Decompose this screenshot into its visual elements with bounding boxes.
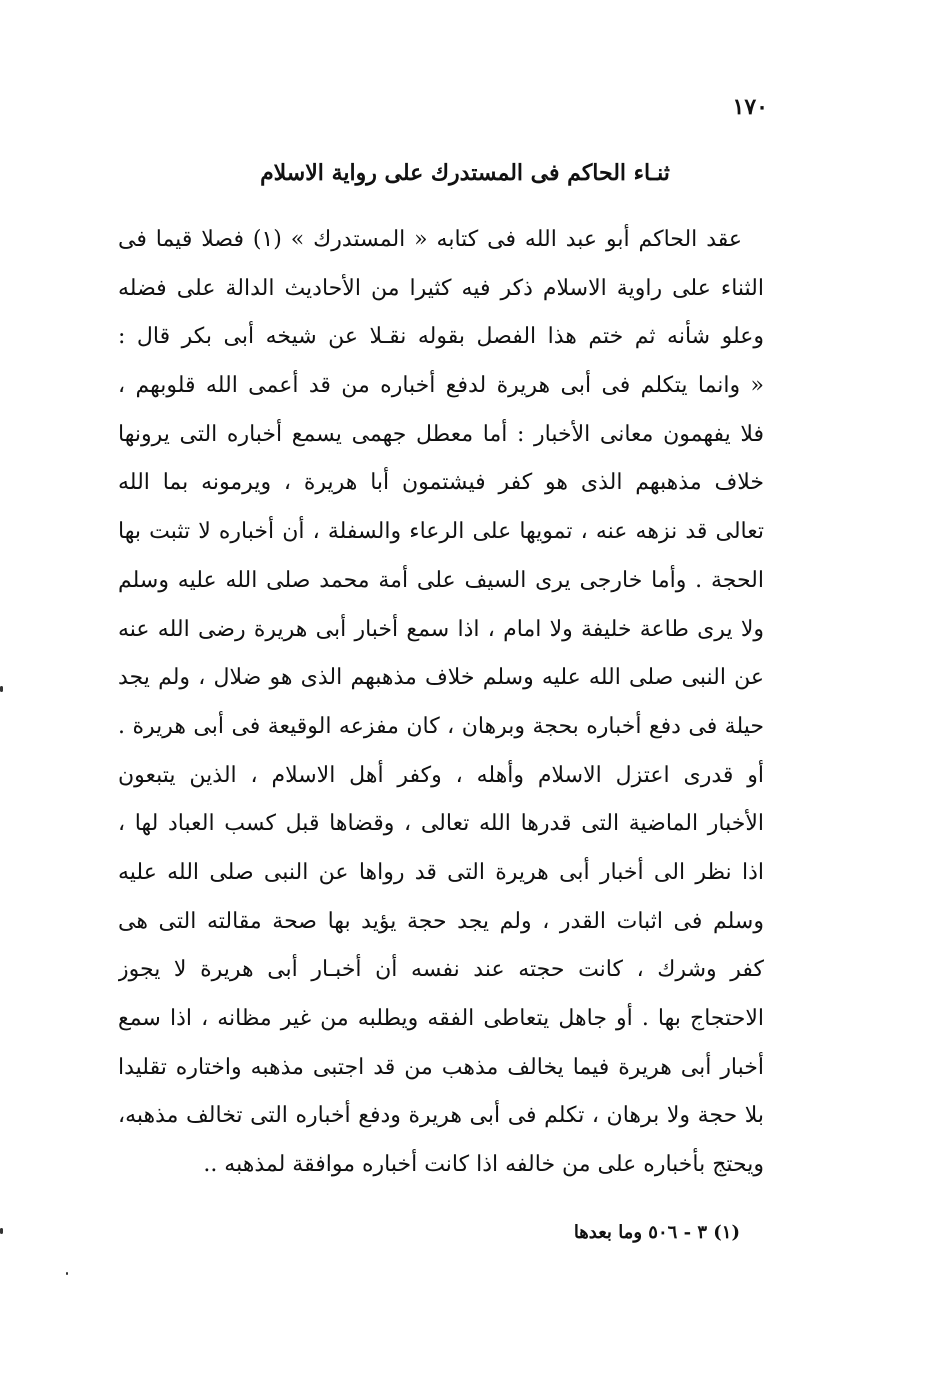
text-line: الثناء على راوية الاسلام ذكر فيه كثيرا من الأحاديث الدالة على فضله	[118, 275, 764, 301]
text-line: أخبار أبى هريرة فيما يخالف مذهب من قد اجتبى مذهبه واختاره تقليدا	[118, 1054, 764, 1080]
text-line: الاحتجاج بها . أو جاهل يتعاطى الفقه ويطلبه من غير مظانه ، اذا سمع	[118, 1006, 764, 1031]
text-line: تعالى قد نزهه عنه ، تمويها على الرعاء والسفلة ، أن أخباره لا تثبت بها	[118, 519, 764, 545]
text-line: كفر وشرك ، كانت حجته عند نفسه أن أخبـار أبى هريرة لا يجوز	[118, 957, 764, 983]
text-line: خلاف مذهبهم الذى هو كفر فيشتمون أبا هريرة ، ويرمونه بما الله	[118, 470, 764, 496]
text-line: وعلو شأنه ثم ختم هذا الفصل بقوله نقـلا عن شيخه أبى بكر قال :	[118, 324, 764, 350]
text-line: « وانما يتكلم فى أبى هريرة لدفع أخباره من قد أعمى الله قلوبهم ،	[118, 373, 764, 399]
text-line: ولا يرى طاعة خليفة ولا امام ، اذا سمع أخبار أبى هريرة رضى الله عنه	[118, 616, 764, 642]
page-number: ١٧٠	[732, 94, 768, 120]
scan-speck	[0, 686, 3, 692]
footnote: (١) ٣ - ٥٠٦ وما بعدها	[573, 1222, 740, 1243]
scan-speck	[66, 1272, 68, 1275]
text-line: ويحتج بأخباره على من خالفه اذا كانت أخباره موافقة لمذهبه ..	[203, 1152, 764, 1178]
scan-speck	[0, 1228, 3, 1234]
text-line: الحجة . وأما خارجى يرى السيف على أمة محمد صلى الله عليه وسلم	[118, 567, 764, 593]
text-line: الأخبار الماضية التى قدرها الله تعالى ، وقضاها قبل كسب العباد لها ،	[118, 811, 764, 837]
text-line: اذا نظر الى أخبار أبى هريرة التى قد رواها عن النبى صلى الله عليه	[118, 859, 764, 885]
chapter-title: ثنـاء الحاكم فى المستدرك على رواية الاسلام	[260, 160, 670, 186]
text-line: بلا حجة ولا برهان ، تكلم فى أبى هريرة ودفع أخباره التى تخالف مذهبه،	[118, 1103, 764, 1129]
text-line: عقد الحاكم أبو عبد الله فى كتابه « المستدرك » (١) فصلا قيما فى	[118, 227, 743, 252]
text-line: فلا يفهمون معانى الأخبار : أما معطل جهمى يسمع أخباره التى يرونها	[118, 421, 764, 447]
text-line: أو قدرى اعتزل الاسلام وأهله ، وكفر أهل الاسلام ، الذين يتبعون	[118, 762, 764, 788]
text-line: عن النبى صلى الله عليه وسلم خلاف مذهبهم الذى هو ضلال ، ولم يجد	[118, 665, 764, 691]
body-text	[118, 216, 764, 1190]
text-line: حيلة فى دفع أخباره بحجة وبرهان ، كان مفزعه الوقيعة فى أبى هريرة .	[118, 713, 764, 739]
text-line: وسلم فى اثبات القدر ، ولم يجد حجة يؤيد بها صحة مقالته التى هى	[118, 908, 764, 934]
